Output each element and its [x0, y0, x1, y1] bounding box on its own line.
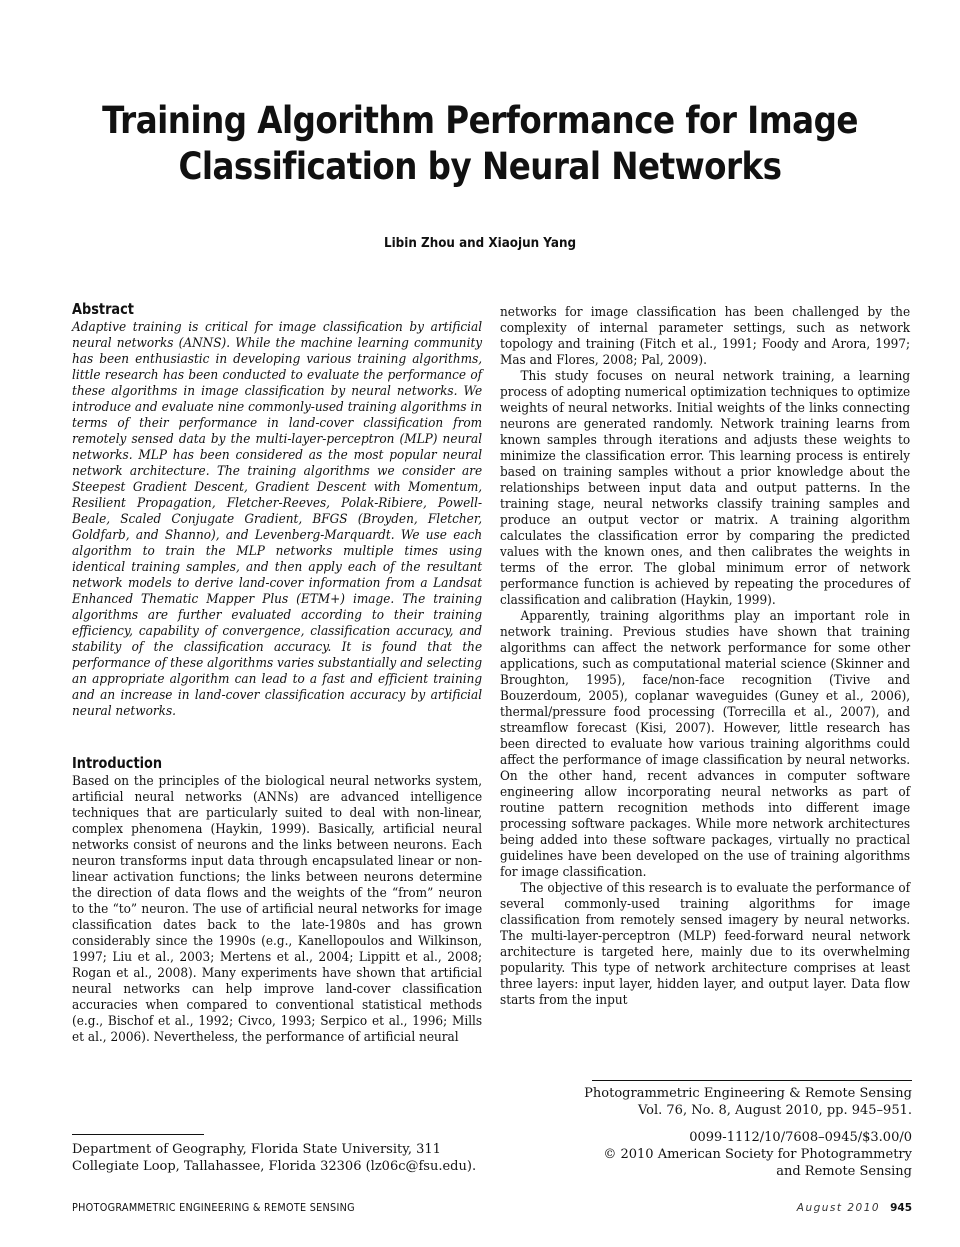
paragraph: Based on the principles of the biological neural networks system, artificial neural networks (ANNs) are advanced intelligence techniques that are particularly suited to deal with non-linear, complex phenomena (Haykin, 1999). Basically, artificial neural networks consist of neurons and the links between neurons. Each neuron transforms input data through encapsulated linear or non-linear activation functions; the links between neurons determine the direction of data flows and the weights of the “from” neuron to the “to” neuron. The use of artificial neural networks for image classification dates back to the late-1980s and has grown considerably since the 1990s (e.g., Kanellopoulos and Wilkinson, 1997; Liu et al., 2003; Mertens et al., 2004; Lippitt et al., 2008; Rogan et al., 2008). Many experiments have shown that artificial neural networks can help improve land-cover classification accuracies when compared to conventional statistical methods (e.g., Bischof et al., 1992; Civco, 1993; Serpico et al., 1996; Mills et al., 2006). Nevertheless, the performance of artificial neural — [72, 774, 483, 1045]
footnote-line-2: Collegiate Loop, Tallahassee, Florida 32306 (lz06c@fsu.edu). — [72, 1159, 477, 1174]
journal-copyright-line-2: and Remote Sensing — [776, 1164, 912, 1179]
paper-title — [58, 98, 903, 190]
right-column-body — [500, 305, 910, 1009]
footnote-rule — [72, 1134, 204, 1135]
journal-volume-line: Vol. 76, No. 8, August 2010, pp. 945–951. — [637, 1103, 912, 1118]
author-list: Libin Zhou and Xiaojun Yang — [383, 236, 577, 251]
paragraph: This study focuses on neural network training, a learning process of adopting numerical optimization techniques to optimize weights of neural networks. Initial weights of the links connecting neurons are generated randomly. Network training learns from known samples through iterations and adjusts these weights to minimize the classification error. This learning process is entirely based on training samples without a prior knowledge about the relationships between input data and output patterns. In the training stage, neural networks classify training samples and produce an output vector or matrix. A training algorithm calculates the classification error by comparing the predicted values with the known ones, and then calibrates the weights in terms of the error. The global minimum error of network performance function is achieved by repeating the procedures of classification and calibration (Haykin, 1999). — [500, 369, 911, 608]
paragraph: networks for image classification has been challenged by the complexity of internal parameter settings, such as network topology and training (Fitch et al., 1991; Foody and Arora, 1997; Mas and Flores, 2008; Pal, 2009). — [500, 305, 911, 368]
abstract-section — [72, 300, 482, 720]
introduction-section — [72, 754, 482, 1046]
journal-issn-line: 0099-1112/10/7608–0945/$3.00/0 — [689, 1130, 912, 1145]
paragraph: The objective of this research is to evaluate the performance of several commonly-used training algorithms for image classification from remotely sensed imagery by neural networks. The multi-layer-perceptron (MLP) feed-forward neural network architecture is targeted here, mainly due to its overwhelming popularity. This type of network architecture comprises at least three layers: input layer, hidden layer, and output layer. Data flow starts from the input — [500, 881, 911, 1008]
page-number: 945 — [890, 1202, 912, 1214]
title-line-2: Classification by Neural Networks — [178, 145, 782, 188]
left-column — [72, 300, 482, 1046]
journal-rule — [592, 1080, 912, 1081]
footnote-line-1: Department of Geography, Florida State University, 311 — [72, 1142, 441, 1157]
abstract-heading: Abstract — [72, 300, 134, 318]
journal-copyright-line: © 2010 American Society for Photogrammetry — [603, 1147, 912, 1162]
right-column — [500, 305, 912, 1009]
abstract-text: Adaptive training is critical for image classification by artificial neural networks (ANNS). While the machine learning community has been enthusiastic in developing various training algorithms, little research has been conducted to evaluate the performance of these algorithms in image classification by neural networks. We introduce and evaluate nine commonly-used training algorithms in terms of their performance in land-cover classification from remotely sensed data by the multi-layer-perceptron (MLP) neural networks. MLP has been considered as the most popular neural network architecture. The training algorithms we consider are Steepest Gradient Descent, Gradient Descent with Momentum, Resilient Propagation, Fletcher-Reeves, Polak-Ribiere, Powell-Beale, Scaled Conjugate Gradient, BFGS (Broyden, Fletcher, Goldfarb, and Shanno), and Levenberg-Marquardt. We use each algorithm to train the MLP networks multiple times using identical training samples, and then apply each of the resultant network models to derive land-cover information from a Landsat Enhanced Thematic Mapper Plus (ETM+) image. The training algorithms are further evaluated according to their training efficiency, capability of convergence, classification accuracy, and stability of the classification accuracy. It is found that the performance of these algorithms varies substantially and selecting an appropriate algorithm can lead to a fast and efficient training and an increase in land-cover classification accuracy by artificial neural networks. — [72, 320, 483, 719]
introduction-body — [72, 774, 482, 1046]
title-line-1: Training Algorithm Performance for Image — [102, 99, 858, 142]
running-footer-journal: PHOTOGRAMMETRIC ENGINEERING & REMOTE SENSING — [72, 1202, 355, 1214]
running-footer-page — [797, 1202, 912, 1214]
paragraph: Apparently, training algorithms play an important role in network training. Previous studies have shown that training algorithms can affect the network performance for some other applications, such as computational material science (Skinner and Broughton, 1995), face/non-face recognition (Tivive and Bouzerdoum, 2005), coplanar waveguides (Guney et al., 2006), thermal/pressure food processing (Torrecilla et al., 2007), and streamflow forecast (Kisi, 2007). However, little research has been directed to evaluate how various training algorithms could affect the performance of image classification by neural networks. On the other hand, recent advances in computer software engineering allow incorporating neural networks as part of routine pattern recognition methods into different image processing software packages. While more network architectures being added into these software packages, virtually no practical guidelines have been developed on the use of training algorithms for image classification. — [500, 609, 911, 880]
footer-date: August 2010 — [796, 1202, 881, 1214]
introduction-heading: Introduction — [72, 754, 163, 772]
affiliation-footnote — [72, 1134, 492, 1175]
journal-info — [560, 1080, 912, 1180]
journal-name-line: Photogrammetric Engineering & Remote Sensing — [584, 1086, 912, 1101]
